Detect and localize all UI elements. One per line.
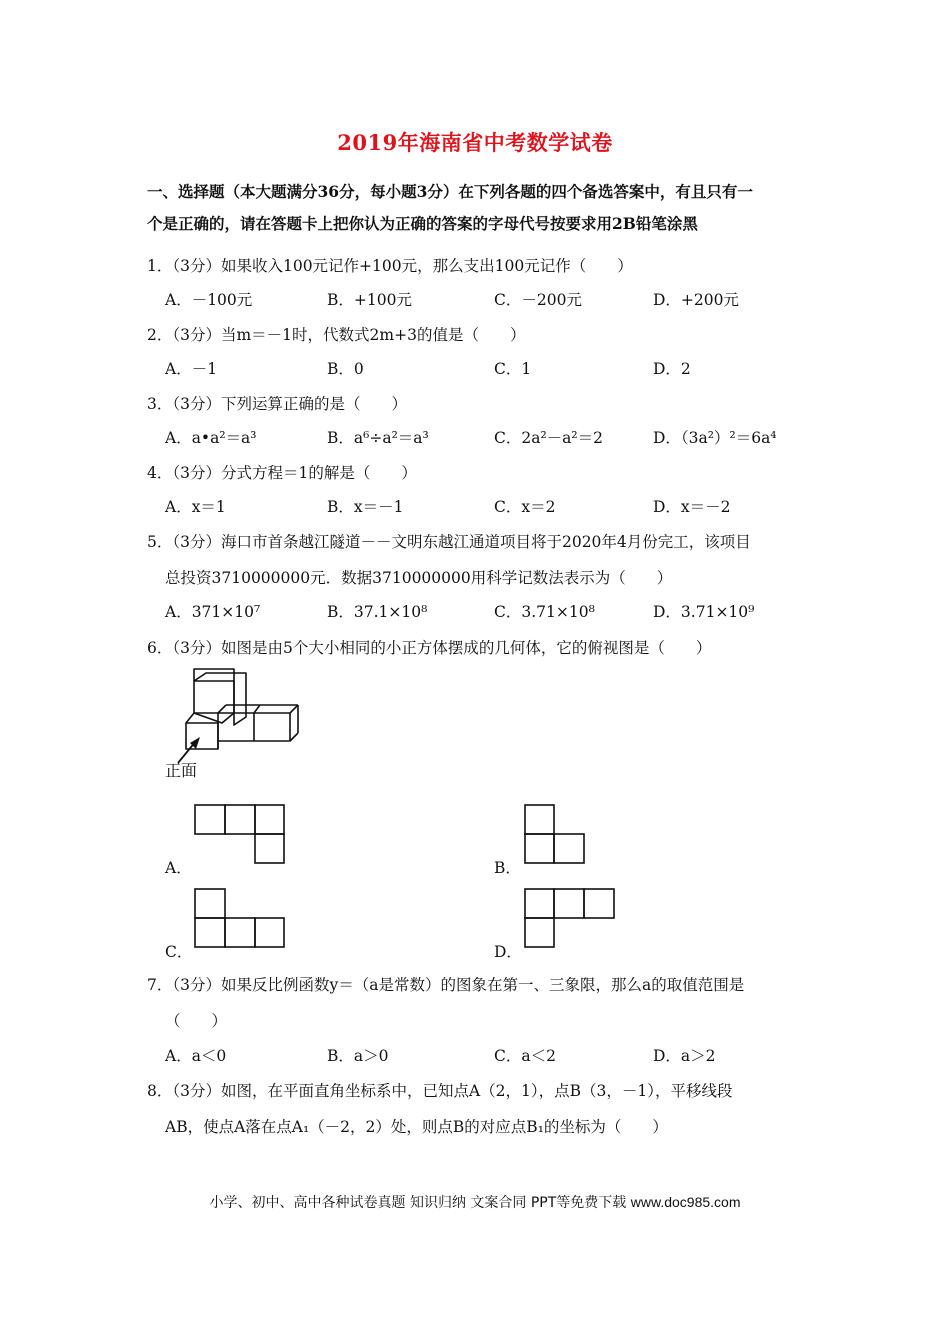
q2-option-c: C．1 (494, 360, 532, 378)
question-5-line2: 总投资3710000000元．数据3710000000用科学记数法表示为（ ） (165, 569, 673, 587)
q5-option-c: C．3.71×10⁸ (494, 603, 595, 621)
question-1: 1．（3分）如果收入100元记作+100元，那么支出100元记作（ ） (147, 257, 633, 275)
question-2: 2．（3分）当m＝－1时，代数式2m+3的值是（ ） (147, 326, 526, 344)
front-view-label: 正面 (165, 761, 198, 780)
question-8-line2: AB，使点A落在点A₁（－2，2）处，则点B的对应点B₁的坐标为（ ） (165, 1118, 668, 1136)
q6-option-b-figure (524, 804, 586, 864)
q4-option-b: B．x＝－1 (327, 498, 404, 516)
q2-option-d: D．2 (653, 360, 691, 378)
section-heading-line2: 个是正确的，请在答题卡上把你认为正确的答案的字母代号按要求用2B铅笔涂黑 (147, 214, 698, 233)
q3-option-c: C．2a²－a²＝2 (494, 429, 603, 447)
q5-option-b: B．37.1×10⁸ (327, 603, 428, 621)
q6-option-c-figure (194, 888, 286, 948)
q5-option-a: A．371×10⁷ (165, 603, 261, 621)
q6-option-a: A． (165, 859, 192, 877)
q3-option-d: D．（3a²）²＝6a⁴ (653, 429, 777, 447)
q1-option-c: C．－200元 (494, 291, 582, 309)
q5-option-d: D．3.71×10⁹ (653, 603, 755, 621)
q3-option-b: B．a⁶÷a²＝a³ (327, 429, 429, 447)
footer-text: 小学、初中、高中各种试卷真题 知识归纳 文案合同 PPT等免费下载 (209, 1195, 631, 1211)
question-6: 6．（3分）如图是由5个大小相同的小正方体摆成的几何体，它的俯视图是（ ） (147, 639, 712, 657)
q1-option-a: A．－100元 (165, 291, 253, 309)
q2-option-a: A．－1 (165, 360, 218, 378)
q6-option-d: D． (494, 943, 522, 961)
q6-option-d-figure (524, 888, 616, 948)
section-heading (147, 176, 817, 240)
q4-option-d: D．x＝－2 (653, 498, 731, 516)
q4-option-a: A．x＝1 (165, 498, 226, 516)
q4-option-c: C．x＝2 (494, 498, 556, 516)
section-heading-line1: 一、选择题（本大题满分36分，每小题3分）在下列各题的四个备选答案中，有且只有一 (147, 182, 753, 201)
q7-option-c: C．a＜2 (494, 1047, 556, 1065)
q6-option-b: B． (494, 859, 521, 877)
q1-option-b: B．+100元 (327, 291, 412, 309)
q7-option-a: A．a＜0 (165, 1047, 227, 1065)
q6-option-a-figure (194, 804, 286, 864)
question-5: 5．（3分）海口市首条越江隧道－－文明东越江通道项目将于2020年4月份完工，该项目 (147, 533, 751, 551)
question-7-line2: （ ） (165, 1012, 228, 1030)
question-7: 7．（3分）如果反比例函数y＝（a是常数）的图象在第一、三象限，那么a的取值范围是 (147, 976, 745, 994)
question-4: 4．（3分）分式方程＝1的解是（ ） (147, 464, 417, 482)
question-3: 3．（3分）下列运算正确的是（ ） (147, 395, 407, 413)
q6-option-c: C． (165, 943, 193, 961)
q7-option-b: B．a＞0 (327, 1047, 389, 1065)
footer (0, 1192, 950, 1212)
q7-option-d: D．a＞2 (653, 1047, 716, 1065)
page-title: 2019年海南省中考数学试卷 (337, 130, 613, 155)
q1-option-d: D．+200元 (653, 291, 739, 309)
q2-option-b: B．0 (327, 360, 364, 378)
footer-site-link[interactable]: www.doc985.com (630, 1194, 741, 1210)
question-8: 8．（3分）如图，在平面直角坐标系中，已知点A（2，1），点B（3，－1），平移线段 (147, 1082, 733, 1100)
q3-option-a: A．a•a²＝a³ (165, 429, 257, 447)
